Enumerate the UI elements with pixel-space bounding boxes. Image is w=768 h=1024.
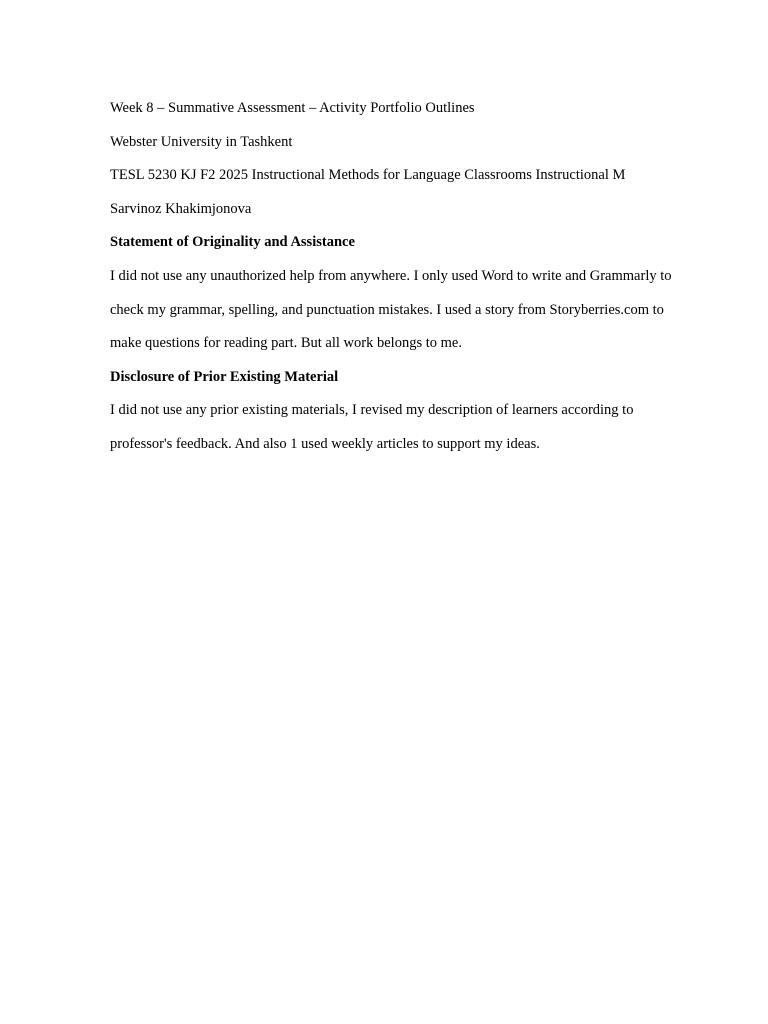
paragraph-line: check my grammar, spelling, and punctuation mistakes. I used a story from Storyberries.com to [110,301,664,318]
document-body [110,97,730,467]
paragraph-line: make questions for reading part. But all work belongs to me. [110,335,462,352]
paragraph-line: professor's feedback. And also 1 used weekly articles to support my ideas. [110,435,540,452]
course-name: TESL 5230 KJ F2 2025 Instructional Methods for Language Classrooms Instructional M [110,167,626,184]
author-name: Sarvinoz Khakimjonova [110,200,252,217]
institution-name: Webster University in Tashkent [110,133,293,150]
section-heading-originality: Statement of Originality and Assistance [110,234,355,251]
assignment-title: Week 8 – Summative Assessment – Activity Portfolio Outlines [110,100,475,116]
paragraph-line: I did not use any unauthorized help from anywhere. I only used Word to write and Grammarly to [110,267,672,284]
paragraph-line: I did not use any prior existing materials, I revised my description of learners according to [110,402,634,419]
section-heading-disclosure: Disclosure of Prior Existing Material [110,368,339,385]
